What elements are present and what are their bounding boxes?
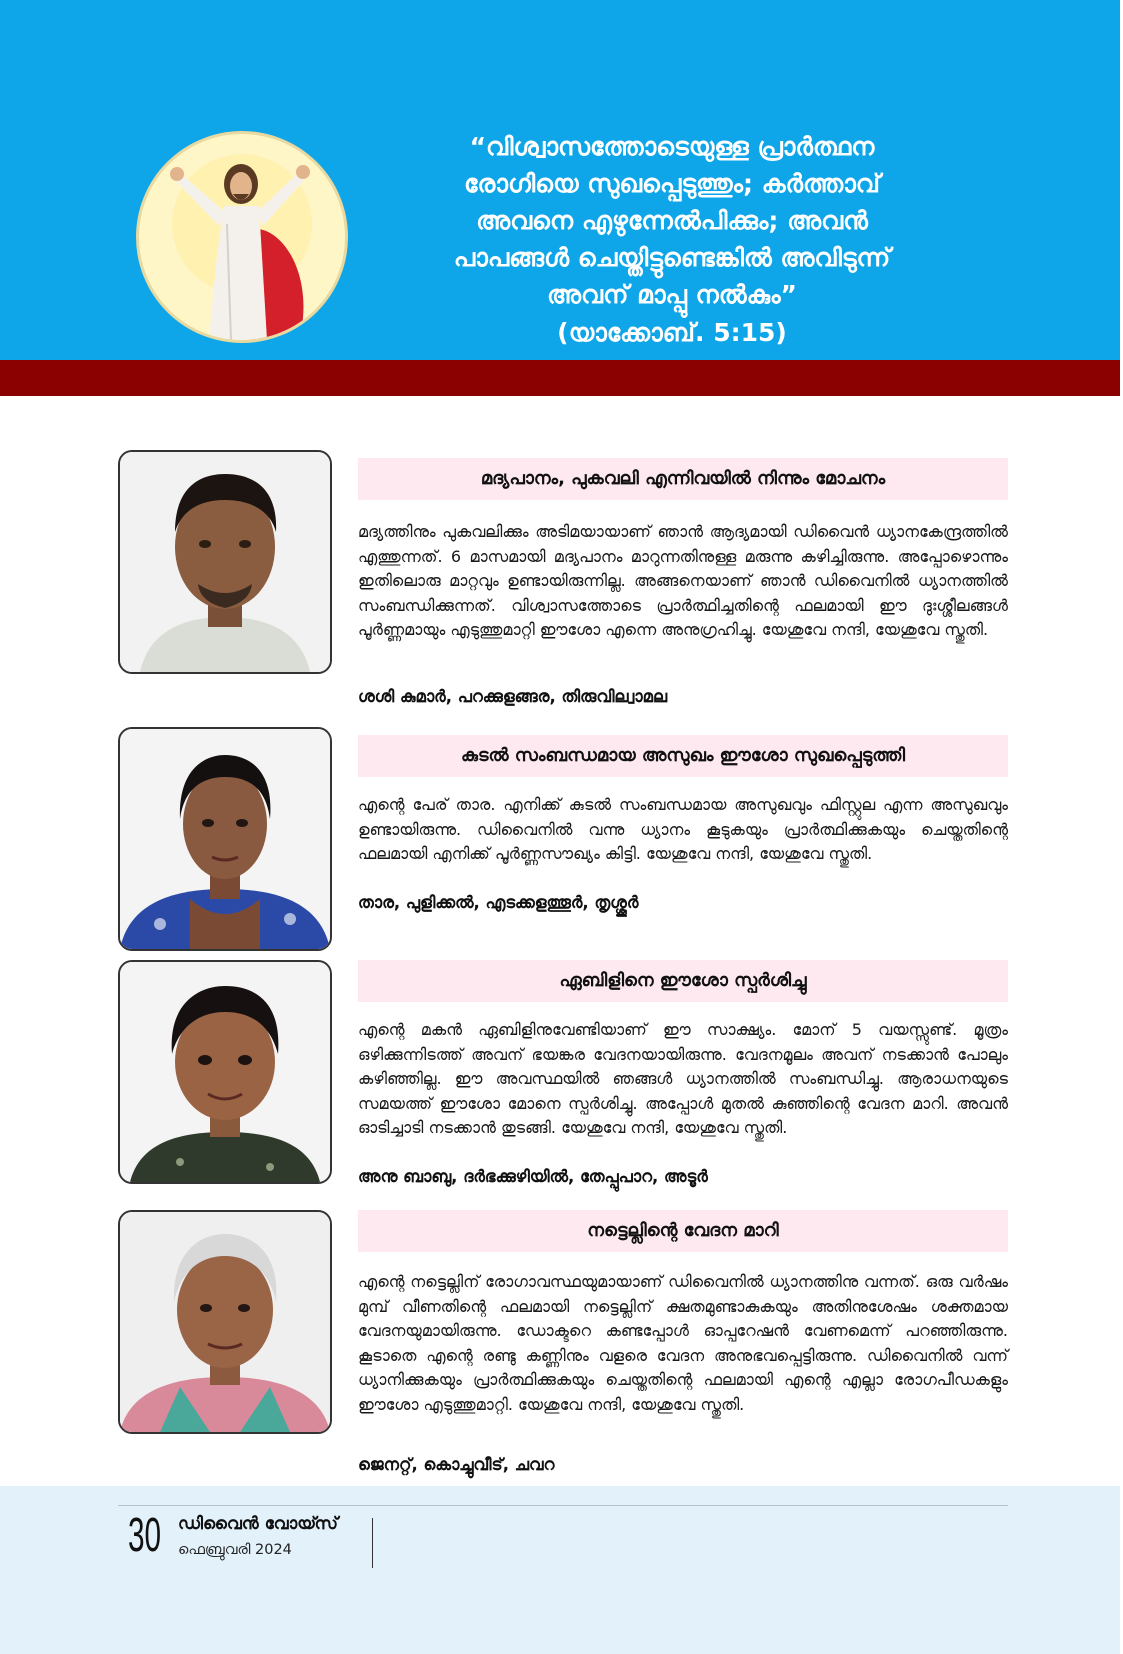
testimony-signature: താര, പുളിക്കൽ, എടക്കളത്തൂർ, തൃശ്ശൂർ	[358, 893, 639, 912]
page-footer	[0, 1486, 1120, 1654]
testimony-body: എന്റെ മകൻ ഏബിളിനുവേണ്ടിയാണ് ഈ സാക്ഷ്യം. മോന് 5 വയസ്സുണ്ട്. മൂത്രം ഒഴിക്കുന്നിടത്ത് അവന് ഭയങ്കര വേദനയായിരുന്നു. വേദനമൂലം അവന് നടക്കാൻ പോലും കഴിഞ്ഞില്ല. ഈ അവസ്ഥയിൽ ഞങ്ങൾ ധ്യാനത്തിൽ സംബന്ധിച്ചു. ആരാധനയുടെ സമയത്ത് ഈശോ മോനെ സ്പർശിച്ചു. അപ്പോൾ മുതൽ കുഞ്ഞിന്റെ വേദന മാറി. അവൻ ഓടിച്ചാടി നടക്കാൻ തുടങ്ങി. യേശുവേ നന്ദി, യേശുവേ സ്തുതി.	[358, 1020, 1008, 1137]
issue-date: ഫെബ്രുവരി 2024	[178, 1542, 292, 1558]
footer-separator	[372, 1518, 373, 1568]
verse-line: രോഗിയെ സുഖപ്പെടുത്തും; കർത്താവ്	[464, 169, 880, 198]
jesus-emblem-image	[136, 131, 348, 343]
testimony-photo	[118, 727, 332, 951]
verse-line: “വിശ്വാസത്തോടെയുള്ള പ്രാർത്ഥന	[469, 132, 875, 161]
verse-line: പാപങ്ങൾ ചെയ്തിട്ടുണ്ടെങ്കിൽ അവിടുന്ന്	[453, 243, 891, 272]
testimony-title: നട്ടെല്ലിന്റെ വേദന മാറി	[358, 1210, 1008, 1252]
testimony-photo	[118, 450, 332, 674]
testimony-signature: അനു ബാബു, ദർഭക്കുഴിയിൽ, തേപ്പുപാറ, അടൂർ	[358, 1167, 708, 1186]
testimony-photo	[118, 1210, 332, 1434]
verse-reference: (യാക്കോബ്. 5:15)	[557, 318, 787, 347]
testimony-title: മദ്യപാനം, പുകവലി എന്നിവയിൽ നിന്നും മോചനം	[358, 458, 1008, 500]
testimony-title: കുടൽ സംബന്ധമായ അസുഖം ഈശോ സുഖപ്പെടുത്തി	[358, 735, 1008, 777]
testimony-body: മദ്യത്തിനും പുകവലിക്കും അടിമയായാണ് ഞാൻ ആദ്യമായി ഡിവൈൻ ധ്യാനകേന്ദ്രത്തിൽ എത്തുന്നത്. 6 മാസമായി മദ്യപാനം മാറുന്നതിനുള്ള മരുന്നു കഴിച്ചിരുന്നു. അപ്പോഴൊന്നും ഇതിലൊരു മാറ്റവും ഉണ്ടായിരുന്നില്ല. അങ്ങനെയാണ് ഞാൻ ഡിവൈനിൽ ധ്യാനത്തിൽ സംബന്ധിക്കുന്നത്. വിശ്വാസത്തോടെ പ്രാർത്ഥിച്ചതിന്റെ ഫലമായി ഈ ദുഃശ്ശീലങ്ങൾ പൂർണ്ണമായും എടുത്തുമാറ്റി ഈശോ എന്നെ അനുഗ്രഹിച്ചു. യേശുവേ നന്ദി, യേശുവേ സ്തുതി.	[358, 522, 1008, 639]
magazine-name: ഡിവൈൻ വോയ്സ്	[178, 1514, 338, 1534]
testimony-body: എന്റെ നട്ടെല്ലിന് രോഗാവസ്ഥയുമായാണ് ഡിവൈനിൽ ധ്യാനത്തിനു വന്നത്. ഒരു വർഷം മുമ്പ് വീണതിന്റെ ഫലമായി നട്ടെല്ലിന് ക്ഷതമുണ്ടാകുകയും അതിനുശേഷം ശക്തമായ വേദനയുമായിരുന്നു. ഡോക്ടറെ കണ്ടപ്പോൾ ഓപ്പറേഷൻ വേണമെന്ന് പറഞ്ഞിരുന്നു. കൂടാതെ എന്റെ രണ്ടു കണ്ണിനും വളരെ വേദന അനുഭവപ്പെട്ടിരുന്നു. ഡിവൈനിൽ വന്ന് ധ്യാനിക്കുകയും പ്രാർത്ഥിക്കുകയും ചെയ്തതിന്റെ ഫലമായി എന്റെ എല്ലാ രോഗപീഡകളും ഈശോ എടുത്തുമാറ്റി. യേശുവേ നന്ദി, യേശുവേ സ്തുതി.	[358, 1272, 1008, 1414]
bible-verse-quote	[372, 128, 972, 351]
verse-line: അവന് മാപ്പു നൽകും”	[547, 280, 797, 309]
testimony-photo	[118, 960, 332, 1184]
footer-divider	[118, 1505, 1008, 1506]
verse-line: അവനെ എഴുന്നേൽപിക്കും; അവൻ	[476, 206, 868, 235]
testimony-body: എന്റെ പേര് താര. എനിക്ക് കുടൽ സംബന്ധമായ അസുഖവും ഫിസ്റ്റുല എന്ന അസുഖവും ഉണ്ടായിരുന്നു. ഡിവൈനിൽ വന്നു ധ്യാനം കൂടുകയും പ്രാർത്ഥിക്കുകയും ചെയ്തതിന്റെ ഫലമായി എനിക്ക് പൂർണ്ണസൗഖ്യം കിട്ടി. യേശുവേ നന്ദി, യേശുവേ സ്തുതി.	[358, 795, 1008, 863]
testimony-title: ഏബിളിനെ ഈശോ സ്പർശിച്ചു	[358, 960, 1008, 1002]
testimony-signature: ശശി കുമാർ, പറക്കുളങ്ങര, തിരുവില്വാമല	[358, 687, 668, 706]
page-number: 30	[128, 1509, 162, 1562]
header-band	[0, 360, 1120, 396]
testimony-signature: ജെനറ്റ്, കൊച്ചുവീട്, ചവറ	[358, 1455, 555, 1474]
